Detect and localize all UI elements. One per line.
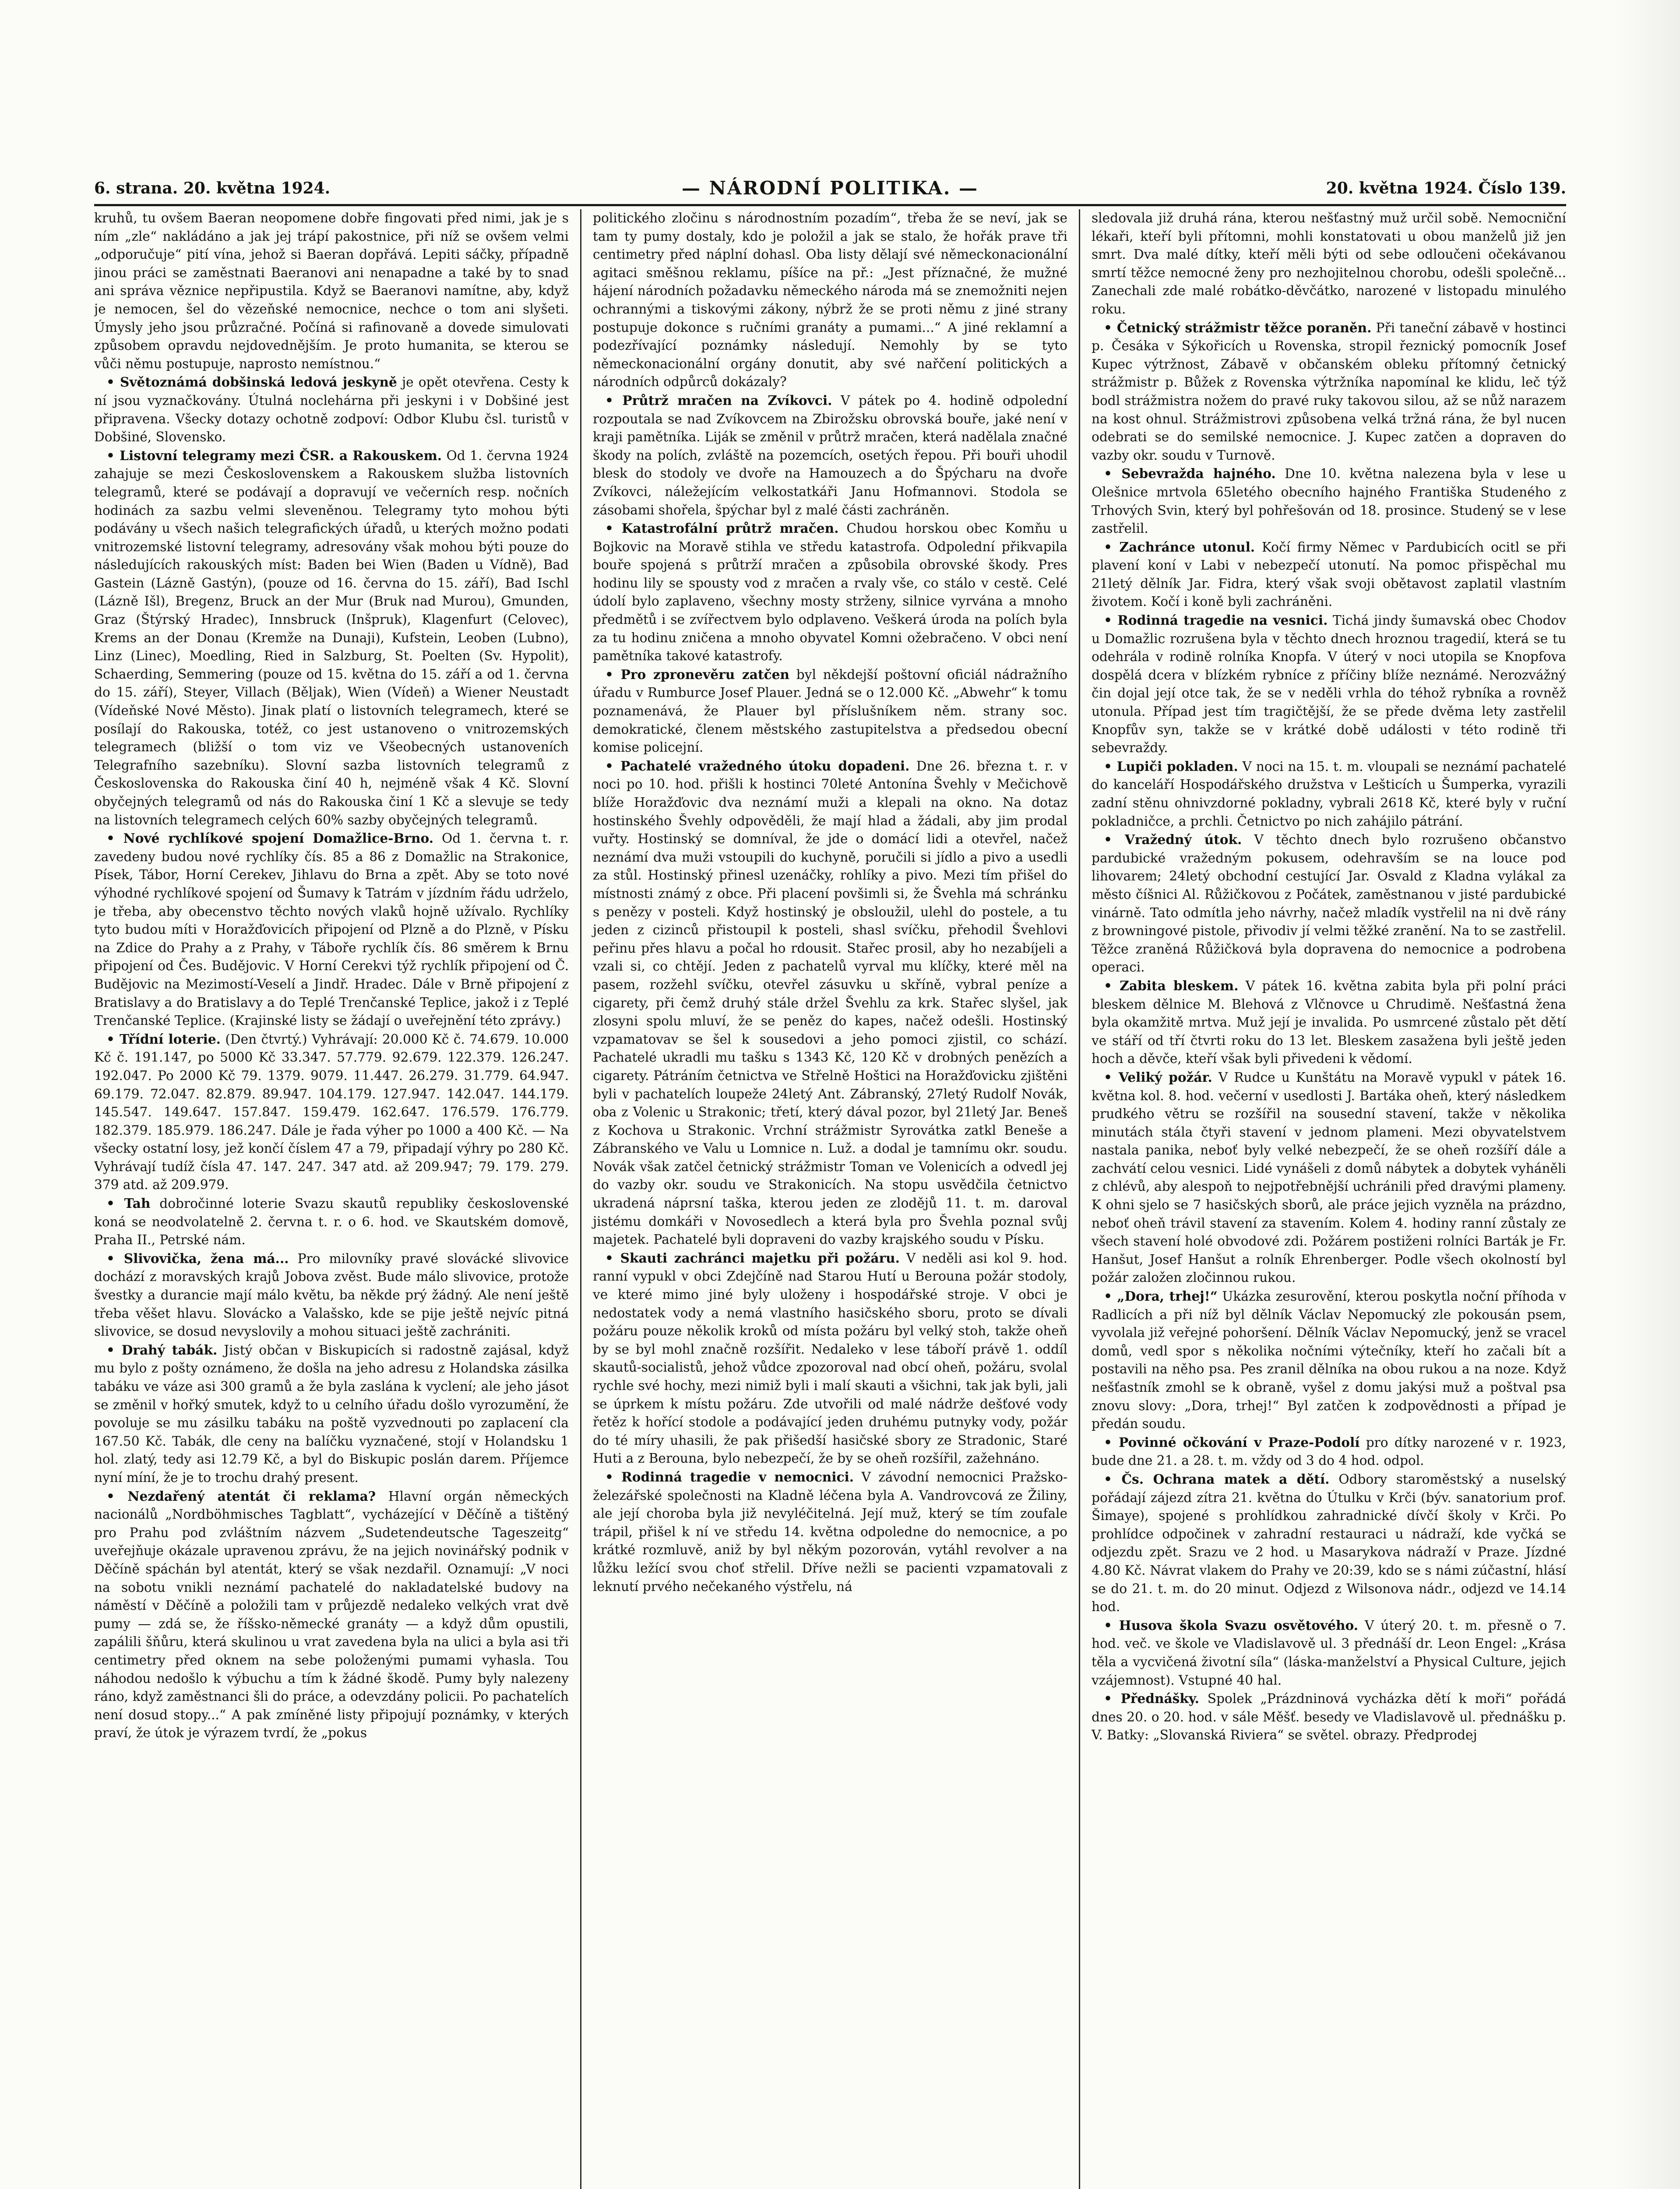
continued-text — [593, 209, 1067, 391]
article-headline: • Sebevražda hajného. — [1104, 466, 1276, 482]
article-text: V noci na 15. t. m. vloupali se neznámí pachatelé do kanceláří Hospodářského družstva v Lešticích u Šumperka, vyrazili zadní stěnu ohnivzdorné pokladny, vybrali 2618 Kč, které byly v ruční pokladničce, a prchli. Četnictvo po nich zahájilo pátrání. — [1092, 759, 1566, 829]
article-headline: • Pro zpronevěru zatčen — [605, 666, 789, 682]
column-2 — [581, 209, 1080, 2189]
article-item — [1092, 538, 1566, 611]
article-item — [593, 391, 1067, 519]
article-text: Kočí firmy Němec v Pardubicích ocitl se při plavení koní v Labi v nebezpečí utonutí. Na pomoc přispěchal mu 21letý dělník Jar. Fidra, který však svoji obětavost zaplatil vlastním životem. Kočí i koně byli zachráněni. — [1092, 539, 1566, 609]
article-item — [94, 1341, 569, 1487]
article-text: (Den čtvrtý.) Vyhrávají: 20.000 Kč č. 74.679. 10.000 Kč č. 191.147, po 5000 Kč 33.347. 57.779. 92.679. 122.379. 126.247. 192.047. Po 2000 Kč 79. 1379. 9079. 11.447. 26.279. 31.779. 64.947. 69.179. 72.047. 82.879. 89.947. 104.179. 127.947. 142.047. 144.179. 145.547. 149.647. 157.847. 159.479. 162.647. 176.579. 176.779. 182.379. 185.979. 186.247. Dále je řada výher po 1000 a 400 Kč. — Na všecky ostatní losy, jež končí číslem 47 a 79, připadají výhry po 280 Kč. Vyhrávají tudíž čísla 47. 147. 247. 347 atd. až 209.947; 79. 179. 279. 379 atd. až 209.979. — [94, 1031, 569, 1193]
article-item — [593, 665, 1067, 757]
article-columns — [94, 209, 1566, 2189]
article-headline: • Katastrofální průtrž mračen. — [605, 521, 839, 536]
article-text: sledovala již druhá rána, kterou nešťastný muž určil sobě. Nemocniční lékaři, kteří byli přítomni, mohli konstatovati u obou manželů již jen smrt. Dva malé dítky, kteří měli býti od sebe odloučeni očekávanou smrtí těžce nemocné ženy pro nezhojitelnou chorobu, odešli společně... Zanechali zde malé robátko-děvčátko, narozené v listopadu minulého roku. — [1092, 211, 1566, 317]
article-headline: • Rodinná tragedie na vesnici. — [1104, 612, 1328, 628]
article-text: V pátek po 4. hodině odpolední rozpoutala se nad Zvíkovcem na Zbirožsku obrovská bouře, jaké není v kraji pamětníka. Liják se změnil v průtrž mračen, která nadělala značné škody na polích, zvláště na pozemcích, osetých řepou. Při bouři uhodil blesk do stodoly ve dvoře na Hamouzech a do Špýcharu na dvoře Zvíkovci, náležejícím velkostatkáři Janu Hofmannovi. Stodola se zásobami shořela, špýchar byl z malé části zachráněn. — [593, 393, 1067, 517]
article-headline: • Povinné očkování v Praze-Podolí — [1104, 1434, 1360, 1450]
article-headline: • Nezdařený atentát či reklama? — [106, 1488, 376, 1504]
article-text: V Rudce u Kunštátu na Moravě vypukl v pátek 16. května kol. 8. hod. večerní v usedlosti J. Bartáka oheň, který následkem prudkého větru se rozšířil na sousední stavení, takže v několika minutách stála čtyři stavení v jednom plameni. Mezi obyvatelstvem nastala panika, neboť byly velké nebezpečí, že se oheň rozšíří dále a zachvátí celou vesnici. Lidé vynášeli z domů nábytek a dobytek vyháněli z chlévů, aby alespoň to nejpotřebnější uchránili před dravými plameny. K ohni sjelo se 7 hasičských sborů, ale práce jejich vyzněla na prázdno, neboť oheň trávil stavení za stavením. Kolem 4. hodiny ranní zůstaly ze všech stavení holé obvodové zdi. Požárem postiženi rolníci Barták je Fr. Hanšut, Josef Hanšut a rolník Ehrenberger. Podle všech okolností byl požár založen zločinnou rukou. — [1092, 1070, 1566, 1285]
article-item — [1092, 757, 1566, 831]
article-text: V pátek 16. května zabita byla při polní práci bleskem dělnice M. Blehová z Vlčnovce u Chrudimě. Nešťastná žena byla okamžitě mrtva. Muž její je invalida. Po usmrcené zůstalo pět dětí ve stáří od tří čtvrti roku do 13 let. Bleskem zasažena byli ještě jeden hoch a děvče, kteří však byli přivedeni k vědomí. — [1092, 978, 1566, 1066]
article-headline: • Čs. Ochrana matek a dětí. — [1104, 1471, 1330, 1487]
column-1 — [94, 209, 581, 2189]
article-item — [1092, 1616, 1566, 1689]
article-headline: • „Dora, trhej!“ — [1104, 1288, 1218, 1304]
article-text: pro dítky narozené v r. 1923, bude dne 21. a 28. t. m. vždy od 3 do 4 hod. odpol. — [1092, 1435, 1566, 1468]
article-headline: • Průtrž mračen na Zvíkovci. — [605, 392, 832, 408]
header-issue-right: 20. května 1924. Číslo 139. — [1326, 179, 1566, 197]
article-text: Tichá jindy šumavská obec Chodov u Domažlic rozrušena byla v těchto dnech hroznou tragedií, která se tu odehrála v rodině rolníka Knopfa. V úterý v noci utopila se Knopfova dospělá dcera v blízkém rybníce z příčiny blíže neznámé. Nerozvážný čin dojal její otce tak, že se v neděli vrhla do téhož rybníka a rovněž utonula. Případ jest tím tragičtější, že se přede dvěma lety zastřelil Knopfův syn, takže se v krátké době události v této rodině tři sebevraždy. — [1092, 613, 1566, 756]
article-text: V úterý 20. t. m. přesně o 7. hod. več. ve škole ve Vladislavově ul. 3 přednáší dr. Leon Engel: „Krása těla a vycvičená životní síla“ (láska-manželství a Physical Culture, jejich vzájemnost). Vstupné 40 hal. — [1092, 1618, 1566, 1688]
article-item — [1092, 1287, 1566, 1433]
article-text: kruhů, tu ovšem Baeran neopomene dobře fingovati před nimi, jak je s ním „zle“ nakládáno a jak jej trápí pakostnice, při níž se ovšem velmi „odporučuje“ pití vína, jehož si Baeran dopřává. Lepiti sáčky, případně jinou práci se zaměstnati Baeranovi ani nenapadne a také by to snad ani správa věznice nepřipustila. Když se Baeranovi namítne, aby, když je nemocen, šel do vězeňské nemocnice, nechce o tom ani slyšeti. Úmysly jeho jsou průzračné. Počíná si rafinovaně a dovede simulovati způsobem opravdu nejdovednějším. Je proto humanita, se kterou se vůči němu postupuje, naprosto nemístnou.“ — [94, 211, 569, 371]
article-headline: • Drahý tabák. — [106, 1342, 218, 1358]
article-text: V závodní nemocnici Pražsko-železářské společnosti na Kladně léčena byla A. Vandrovcová ze Žiliny, ale její choroba byla již nevyléčitelná. Její muž, který se tím zoufale trápil, přišel k ní ve středu 14. května odpoledne do nemocnice, a po krátké rozmluvě, aniž by byl někým pozorován, vytáhl revolver a na lůžku ležící svou choť střelil. Dříve nežli se pacienti vzpamatovali z leknutí prvého nečekaného výstřelu, ná — [593, 1469, 1067, 1594]
article-headline: • Lupiči pokladen. — [1104, 758, 1238, 774]
article-item — [593, 1468, 1067, 1596]
article-item — [593, 1249, 1067, 1468]
article-item — [1092, 465, 1566, 538]
article-item — [1092, 319, 1566, 465]
article-item — [1092, 611, 1566, 757]
article-text: politického zločinu s národnostním pozadím“, třeba že se neví, jak se tam ty pumy dostaly, kdo je položil a jak se stalo, že hořák prave tři centimetry před náplní dohasl. Oba listy dělají své německonacionální agitaci směšnou reklamu, píšíce na př.: „Jest příznačné, že mužné hájení národních požadavku německého národa má se znemožniti nejen ochrannými a tiskovými zákony, nýbrž že se proti němu z jiné strany postupuje dokonce s ručními granáty a pumami...“ A jiné reklamní a podezřívající poznámky následují. Nemohly by se tyto německonacionální orgány donutit, aby své nařčení politických a národních odpůrců dokázaly? — [593, 211, 1067, 390]
article-text: V neděli asi kol 9. hod. ranní vypukl v obci Zdejčíně nad Starou Hutí u Berouna požár stodoly, ve které mimo jiné byly uloženy i hospodářské stroje. V obci je nedostatek vody a nemá vlastního hasičského sboru, proto se dívali požáru pouze několik kroků od místa požáru byl velký stoh, takže oheň by se byl mohl značně rozšířit. Nedaleko v lese táboří právě 1. oddíl skautů-socialistů, jehož vůdce zpozoroval nad obcí oheň, požáru, svolal rychle své hochy, mezi nimiž byli i malí skauti a všichni, tak jak byli, jali se úprkem k místu požáru. Zde utvořili od malé nádrže dešťové vody řetěz k hořící stodole a podávající jeden druhému putnyky vody, požár do té míry uhasili, že pak přišedší hasičské sbory ze Stradonic, Staré Huti a z Berouna, bylo nebezpečí, že by se oheň rozšířil, zažehnáno. — [593, 1250, 1067, 1466]
article-headline: • Listovní telegramy mezi ČSR. a Rakouskem. — [106, 447, 442, 463]
article-text: Při taneční zábavě v hostinci p. Česáka v Sýkořicích u Rovenska, stropil řeznický pomocník Josef Kupec výtržnost, Zábavě v občanském obleku přítomný četnický strážmistr p. Bůžek z Rovenska výtržníka napomínal ke klidu, leč týž bodl strážmistra nožem do pravé ruky takovou silou, až se nůž narazem na kost ohnul. Strážmistrovi způsobena velká tržná rána, že byl nucen odebrati se do semilské nemocnice. J. Kupec zatčen a dopraven do vazby okr. soudu v Turnově. — [1092, 320, 1566, 463]
continued-text — [94, 209, 569, 373]
article-item — [1092, 977, 1566, 1068]
article-text: Dne 10. května nalezena byla v lese u Olešnice mrtvola 65letého obecního hajného Františka Studeného z Trhových Svin, který byl pohřešován od 18. prosince. Studený se v lese zastřelil. — [1092, 466, 1566, 536]
article-text: Od 1. června 1924 zahajuje se mezi Československem a Rakouskem služba listovních telegramů, které se podávají a dopravují ve večerních resp. nočních hodinách za sazbu velmi sleveněnou. Telegramy tyto mohou býti podávány u všech našich telegrafických úřadů, u kterých možno podati vnitrozemské listovní telegramy, adresovány však mohou býti pouze do následujících rakouských míst: Baden bei Wien (Baden u Vídně), Bad Gastein (Lázně Gastýn), (pouze od 16. června do 15. září), Bad Ischl (Lázně Išl), Bregenz, Bruck an der Mur (Bruk nad Murou), Gmunden, Graz (Štýrský Hradec), Innsbruck (Inšpruk), Klagenfurt (Celovec), Krems an der Donau (Kremže na Dunaji), Kufstein, Leoben (Lubno), Linz (Linec), Moedling, Ried in Salzburg, St. Poelten (Sv. Hypolit), Schaerding, Semmering (pouze od 15. května do 15. září a od 1. června do 15. září), Steyer, Villach (Běljak), Wien (Vídeň) a Wiener Neustadt (Vídeňské Nové Město). Jinak platí o listovních telegramech, které se posílají do Rakouska, totéž, co jest ustanoveno o vnitrozemských telegramech (bližší o tom viz ve Všeobecných ustanoveních Telegrafního sazebníku). Slovní sazba listovních telegramů z Československa do Rakouska činí 40 h, nejméně však 4 Kč. Slovní obyčejných telegramů od nás do Rakouska činí 1 Kč a slevuje se tedy na listovních telegramech celých 60% sazby obyčejných telegramů. — [94, 448, 569, 827]
article-headline: • Skauti zachránci majetku při požáru. — [605, 1250, 900, 1266]
page-header — [94, 173, 1566, 204]
article-item — [1092, 1068, 1566, 1287]
article-text: je opět otevřena. Cesty k ní jsou vyznačkovány. Útulná noclehárna při jeskyni i v Dobšiné jest připravena. Všecky dotazy ochotně zodpoví: Odbor Klubu čsl. turistů v Dobšiné, Slovensko. — [94, 375, 569, 445]
continued-text — [1092, 209, 1566, 319]
article-text: dobročinné loterie Svazu skautů republiky československé koná se neodvolatelně 2. června t. r. o 6. hod. ve Skautském domově, Praha II., Petrské nám. — [94, 1196, 569, 1248]
article-headline: • Přednášky. — [1104, 1691, 1199, 1707]
article-text: byl někdejší poštovní oficiál nádražního úřadu v Rumburce Josef Plauer. Jedná se o 12.000 Kč. „Abwehr“ k tomu poznamenává, že Plauer byl příslušníkem něm. strany soc. demokratické, členem městského zastupitelstva a předsedou obecní komise policejní. — [593, 667, 1067, 755]
article-item — [94, 829, 569, 1030]
article-text: Dne 26. března t. r. v noci po 10. hod. přišli k hostinci 70leté Antonína Švehly v Mečichově blíže Horažďovic dva neznámí muži a klepali na okno. Na dotaz hostinského Švehly odpověděli, že mají hlad a žádali, aby jim prodal vuřty. Hostinský se domníval, že jde o domácí lidi a otevřel, načež neznámí dva muži vstoupili do kuchyně, poručili si jídlo a pivo a usedli za stůl. Hostinský přinesl uzenáčky, rohlíky a pivo. Mezi tím přišel do místnosti známý z obce. Při placení povšimli si, že Švehla má schránku s penězy v posteli. Když hostinský je obsloužil, ulehl do postele, a tu jeden z cizinců přistoupil k posteli, shasl svíčku, přehodil Švehlovi peřinu přes hlavu a počal ho rdousit. Stařec prosil, aby ho nezabíjeli a vzali si, co chtějí. Jeden z pachatelů vyrval mu klíčky, které měl na pasem, rozžehl svíčku, otevřel zásuvku u skříně, vybral peníze a cigarety, při čemž druhý stále držel Švehlu za krk. Stařec slyšel, jak zlosyni spolu mluví, že se peněz do kapes, načež odešli. Hostinský vzpamatovav se šel k sousedovi a jeho pomoci zjistil, co schází. Pachatelé ukradli mu tašku s 1343 Kč, 120 Kč v drobných penězích a cigarety. Pátráním četnictva ve Střelně Hoštici na Horažďovicku zjištěni byli v pachatelích loupeže 24letý Ant. Zábranský, 27letý Rudolf Novák, oba z Volenic u Strakonic; třetí, který dával pozor, byl 21letý Jar. Beneš z Kochova u Strakonic. Vrchní strážmistr Syrovátka zatkl Beneše a Zábranského ve Valu u Lomnice n. Luž. a dodal je tamnímu okr. soudu. Novák však zatčel četnický strážmistr Toman ve Volenicích a odvedl jej do vazby okr. soudu ve Strakonicích. Na stopu usvědčila četnictvo ukradená náprsní taška, kterou jeden ze zlodějů 11. t. m. daroval jistému domkáři v Novosedlech a která byla pro Švehla poznal svůj majetek. Pachatelé byli dopraveni do vazby krajského soudu v Písku. — [593, 758, 1067, 1247]
article-headline: • Nové rychlíkové spojení Domažlice-Brno. — [106, 831, 434, 846]
article-text: Chudou horskou obec Komňu u Bojkovic na Moravě stihla ve středu katastrofa. Odpolední přikvapila bouře spojená s průtrží mračen a způsobila obrovské škody. Pres hodinu lily se spousty vod z mračen a rvaly vše, co stálo v cestě. Celé údolí bylo zaplaveno, všechny mosty strženy, silnice vyrvána a mnoho předmětů i se zvířectvem bylo odplaveno. Veškerá úroda na polích byla za tu hodinu zničena a mnoho obyvatel Komni ožebračeno. V obci není pamětníka takové katastrofy. — [593, 521, 1067, 664]
article-item — [94, 373, 569, 446]
article-headline: • Zachránce utonul. — [1104, 539, 1255, 555]
article-headline: • Světoznámá dobšinská ledová jeskyně — [106, 374, 397, 390]
column-3 — [1080, 209, 1566, 2189]
article-headline: • Pachatelé vražedného útoku dopadeni. — [605, 758, 910, 774]
article-text: V těchto dnech bylo rozrušeno občanstvo pardubické vražedným pokusem, odehravším se na louce pod lihovarem; 24letý obchodní cestující Jar. Osvald z Kladna vylákal za město číšnici Al. Růžičkovou z Počátek, zaměstnanou v jisté pardubické vinárně. Tato odmítla jeho návrhy, načež mladík vystřelil na ni dvě rány z browningové pistole, přivodiv jí velmi těžké zranění. Na to se zastřelil. Těžce zraněná Růžičková byla dopravena do nemocnice a podrobena operaci. — [1092, 832, 1566, 975]
article-text: Odbory staroměstský a nuselský pořádají zájezd zítra 21. května do Útulku v Krči (býv. sanatorium prof. Šimaye), spojené s prohlídkou zahradnické dívčí školy v Krči. Po prohlídce odpočinek v zahradní restauraci u nádraží, kde vyčká se odjezdu zpět. Srazu ve 2 hod. u Masarykova nádraží v Praze. Jízdné 4.80 Kč. Návrat vlakem do Prahy ve 20:39, kdo se s námi zúčastní, hlásí se do 21. t. m. do 20 minut. Odjezd z Wilsonova nádr., odjezd ve 14.14 hod. — [1092, 1471, 1566, 1615]
article-item — [1092, 831, 1566, 977]
article-text: Spolek „Prázdninová vycházka dětí k moři“ pořádá dnes 20. o 20. hod. v sále Měšť. besedy ve Vladislavově ul. přednášku p. V. Batky: „Slovanská Riviera“ se světel. obrazy. Předprodej — [1092, 1691, 1566, 1743]
article-item — [593, 757, 1067, 1249]
article-text: Pro milovníky pravé slovácké slivovice dochází z moravských krajů Jobova zvěst. Bude málo slivovice, protože švestky a durancie mají málo květu, ba někde prý žádný. Ale není ještě třeba věšet hlavu. Slovácko a Valašsko, kde se pije ještě nejvíc pitná slivovice, se dosud nevyslovily a mohou situaci ještě zachrániti. — [94, 1251, 569, 1339]
article-text: Hlavní orgán německých nacionálů „Nordböhmisches Tagblatt“, vycházející v Děčíně a tištěný pro Prahu pod zvláštním názvem „Sudetendeutsche Tageszeitg“ uveřejňuje okázale upravenou zprávu, že na jejich novinářský podnik v Děčíně spáchán byl atentát, který se však nezdařil. Oznamují: „V noci na sobotu vnikli neznámí pachatelé do nakladatelské budovy na náměstí v Děčíně a položili tam v průjezdě nedaleko velkých vrat dvě pumy — zdá se, že říšsko-německé granáty — a když dům opustili, zapálili šňůru, která skulinou u vrat zavedena byla na ulici a byla asi tři centimetry před oknem na sebe položenými pumami vyhasla. Tou náhodou nedošlo k výbuchu a tím k žádné škodě. Pumy byly nalezeny ráno, když zaměstnanci šli do práce, a odevzdány policii. Po pachatelích není dosud stopy...“ A pak zmíněné listy připojují poznámky, v kterých praví, že útok je výrazem tvrdí, že „pokus — [94, 1489, 569, 1741]
article-headline: • Rodinná tragedie v nemocnici. — [605, 1469, 854, 1485]
article-headline: • Zabita bleskem. — [1104, 978, 1239, 993]
article-item — [94, 447, 569, 829]
article-item — [593, 519, 1067, 665]
article-item — [1092, 1433, 1566, 1470]
article-item — [1092, 1470, 1566, 1616]
article-headline: • Četnický strážmistr těžce poraněn. — [1104, 320, 1372, 335]
masthead-title: — NÁRODNÍ POLITIKA. — — [681, 177, 979, 199]
article-text: Od 1. června t. r. zavedeny budou nové rychlíky čís. 85 a 86 z Domažlic na Strakonice, Písek, Tábor, Horní Cerekev, Jihlavu do Brna a zpět. Aby se toto nové výhodné rychlíkové spojení od Šumavy k Tatrám v jízdním řádu udrželo, je třeba, aby obecenstvo těchto nových vlaků hojně užívalo. Rychlíky tyto budou míti v Horažďovicích připojení od Plzně a do Plzně, v Písku na Zdice do Prahy a z Prahy, v Táboře rychlík čís. 86 směrem k Brnu připojení od Čes. Budějovic. V Horní Cerekvi týž rychlík připojení od Č. Budějovic na Mezimostí-Veselí a Jindř. Hradec. Dále v Brně připojení z Bratislavy a do Bratislavy a do Teplé Trenčanské Teplice, jakož i z Teplé Trenčanské Teplice. (Krajinské listy se žádají o uveřejnění této zprávy.) — [94, 831, 569, 1028]
article-item — [94, 1194, 569, 1249]
page-edge-shadow — [1614, 0, 1680, 2189]
article-headline: • Tah — [106, 1196, 151, 1211]
article-headline: • Třídní loterie. — [106, 1031, 221, 1047]
header-rule — [94, 204, 1566, 206]
header-date-left: 6. strana. 20. května 1924. — [94, 179, 331, 197]
article-headline: • Vražedný útok. — [1104, 832, 1242, 848]
article-headline: • Veliký požár. — [1104, 1069, 1212, 1085]
article-item — [1092, 1689, 1566, 1745]
article-text: Ukázka zesurovění, kterou poskytla noční příhoda v Radlicích a při níž byl dělník Václav Nepomucký zle pokousán psem, vyvolala již veřejné pohoršení. Dělník Václav Nepomucký, jenž se vracel domů, vedl spor s několika nočními výtečníky, kteří ho začali bít a postavili na něho psa. Pes zranil dělníka na obou rukou a na noze. Když nešťastník zmohl se k obraně, vyšel z domu jakýsi muž a poštval psa znovu slovy: „Dora, trhej!“ Byl zatčen k zodpovědnosti a případ je předán soudu. — [1092, 1289, 1566, 1432]
article-headline: • Husova škola Svazu osvětového. — [1104, 1617, 1359, 1633]
article-text: Jistý občan v Biskupicích si radostně zajásal, když mu bylo z pošty oznámeno, že došla na jeho adresu z Holandska zásilka tabáku ve váze asi 300 gramů a že byla zaslána k vyclení; ale jeho jásot se změnil v hořký smutek, když to u celního úřadu došlo vyrozumění, že povoluje se mu zásilku tabáku na poště vyzvednouti po zaplacení cla 167.50 Kč. Tabák, dle ceny na balíčku vyznačené, stojí v Holandsku 1 hol. zlatý, tedy asi 12.79 Kč, a byl do Biskupic poslán darem. Příjemce nyní míní, že je to trochu drahý present. — [94, 1342, 569, 1485]
article-item — [94, 1030, 569, 1194]
article-headline: • Slivovička, žena má... — [106, 1250, 289, 1266]
article-item — [94, 1249, 569, 1341]
article-item — [94, 1487, 569, 1742]
